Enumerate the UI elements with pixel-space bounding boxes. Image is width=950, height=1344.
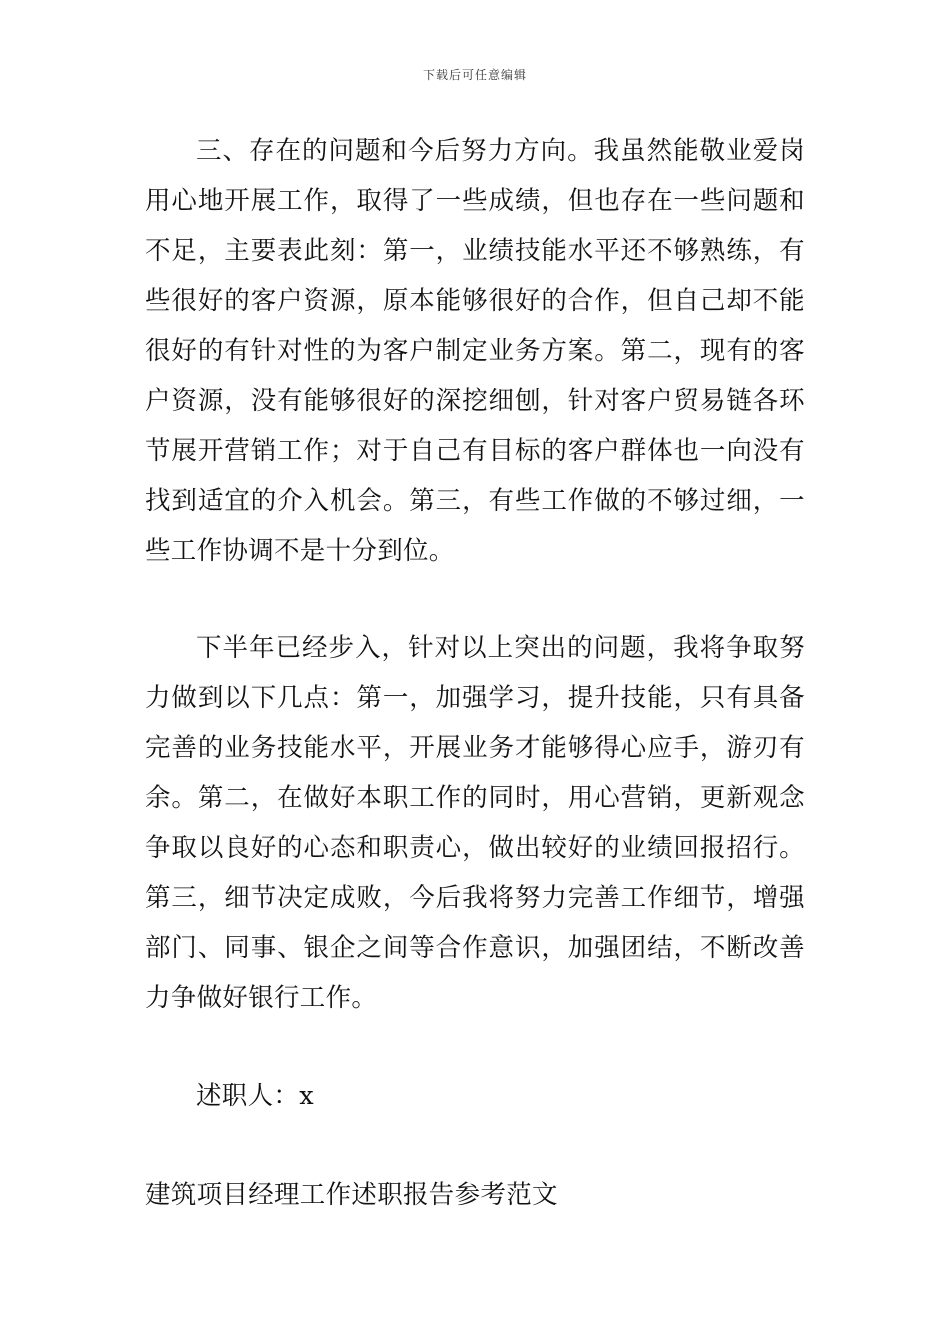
next-section-title: 建筑项目经理工作述职报告参考范文 xyxy=(145,1180,558,1210)
paragraph-plans: 下半年已经步入，针对以上突出的问题，我将争取努力做到以下几点：第一，加强学习，提升技能，只有具备完善的业务技能水平，开展业务才能够得心应手，游刃有余。第二，在做好本职工作的同时，用心营销，更新观念争取以良好的心态和职责心，做出较好的业绩回报招行。第三，细节决定成败，今后我将努力完善工作细节，增强部门、同事、银企之间等合作意识，加强团结，不断改善力争做好银行工作。 xyxy=(145,633,805,1013)
paragraph-problems: 三、存在的问题和今后努力方向。我虽然能敬业爱岗用心地开展工作，取得了一些成绩，但也存在一些问题和不足，主要表此刻：第一，业绩技能水平还不够熟练，有些很好的客户资源，原本能够很好的合作，但自己却不能很好的有针对性的为客户制定业务方案。第二，现有的客户资源，没有能够很好的深挖细刨，针对客户贸易链各环节展开营销工作；对于自己有目标的客户群体也一向没有找到适宜的介入机会。第三，有些工作做的不够过细，一些工作协调不是十分到位。 xyxy=(145,136,805,566)
signature-line: 述职人：x xyxy=(196,1081,314,1111)
header-note: 下载后可任意编辑 xyxy=(422,68,527,82)
